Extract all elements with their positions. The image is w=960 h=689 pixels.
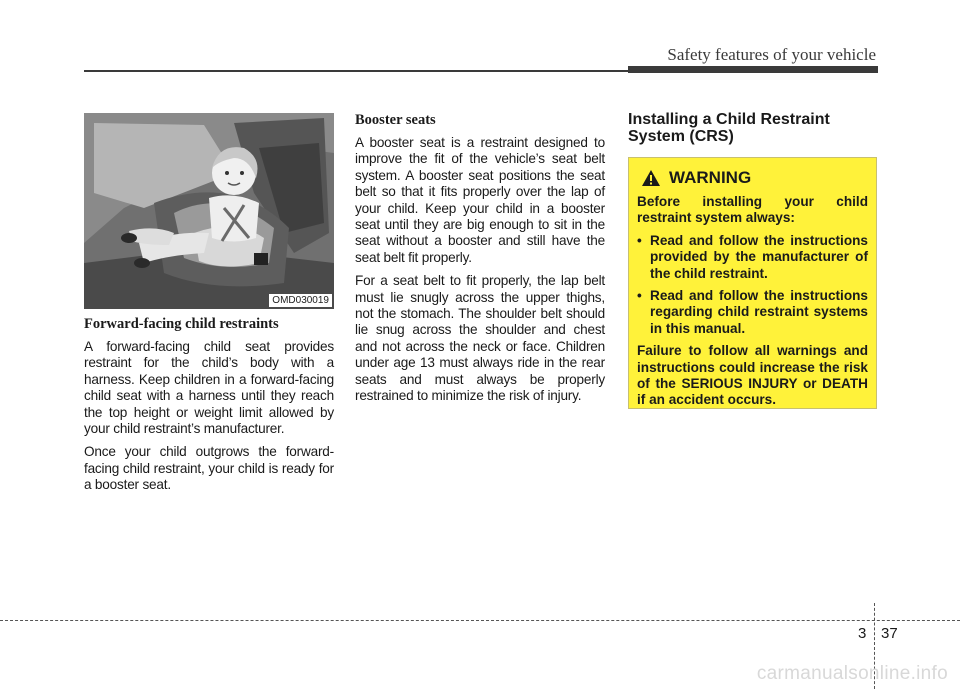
section-title: Installing a Child Restraint System (CRS)	[628, 111, 830, 145]
paragraph: A forward-facing child seat provides restraint for the child’s body with a harness. Keep children in a forward-facing child seat with a harness until they reach the top height or weight limit allowed by your child restraint’s manufacturer.	[84, 339, 334, 437]
warning-header	[641, 168, 868, 188]
figure-caption: Forward-facing child restraints	[84, 316, 279, 332]
child-seat-illustration	[84, 113, 334, 309]
booster-seats-heading: Booster seats	[355, 112, 436, 128]
list-item: • Read and follow the instructions regarding child restraint systems in this manual.	[637, 288, 868, 337]
column-2	[355, 112, 605, 412]
header-rule-accent	[628, 66, 878, 73]
paragraph: A booster seat is a restraint designed to improve the fit of the vehicle’s seat belt system. A booster seat positions the seat belt so that it fits properly over the lap of your child. Keep your child in a booster seat until they are big enough to sit in the seat without a booster and still have the seat belt fit properly.	[355, 135, 605, 265]
warning-intro: Before installing your child restraint system always:	[637, 194, 868, 226]
list-item: • Read and follow the instructions provided by the manufacturer of the child restraint.	[637, 233, 868, 282]
warning-triangle-icon	[641, 169, 661, 187]
header-title: Safety features of your vehicle	[667, 45, 876, 64]
paragraph: For a seat belt to fit properly, the lap belt must lie snugly across the upper thighs, not the stomach. The shoulder belt should lie snug across the shoulder and chest and not across the neck or face. Children under age 13 must always ride in the rear seats and must always be properly restrained to minimize the risk of injury.	[355, 273, 605, 404]
warning-list	[637, 233, 868, 337]
chapter-number: 3	[858, 625, 867, 642]
child-seat-drawing	[84, 113, 334, 309]
figure-code: OMD030019	[269, 294, 332, 307]
page-number: 37	[881, 625, 898, 642]
warning-box	[628, 157, 877, 409]
warning-label: WARNING	[669, 168, 752, 187]
warning-closing: Failure to follow all warnings and instructions could increase the risk of the SERIOUS INJURY or DEATH if an accident occurs.	[637, 343, 868, 408]
watermark: carmanualsonline.info	[756, 663, 948, 684]
footer-rule	[0, 620, 960, 621]
paragraph: Once your child outgrows the forward-facing child restraint, your child is ready for a booster seat.	[84, 444, 334, 493]
column-1	[84, 316, 334, 501]
